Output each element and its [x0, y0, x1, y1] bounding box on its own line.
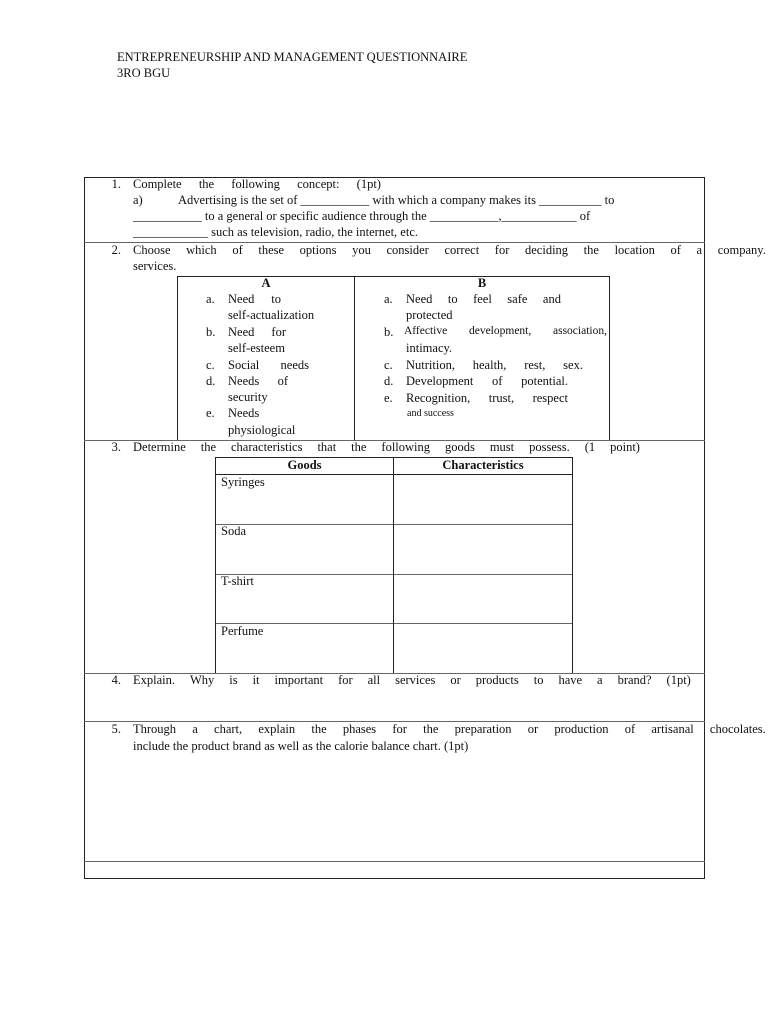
prompt-word: of: [624, 722, 636, 736]
question-4-prompt: [133, 673, 691, 688]
document-title: ENTREPRENEURSHIP AND MANAGEMENT QUESTIONNAIRE: [117, 50, 468, 64]
prompt-word: Determine: [133, 440, 186, 454]
option-word: Needs: [228, 374, 260, 388]
prompt-word: preparation: [454, 722, 512, 736]
option-b-c-line1: [406, 358, 583, 373]
prompt-word: location: [614, 243, 655, 257]
option-b-b-line1: [404, 325, 607, 337]
fill-in-line-1: Advertising is the set of ___________ with which a company makes its __________ to: [178, 193, 615, 207]
option-word: feel: [473, 292, 492, 306]
option-word: safe: [507, 292, 528, 306]
prompt-word: or: [527, 722, 539, 736]
sub-item-letter: a): [133, 193, 143, 207]
frame-left-border: [84, 177, 85, 879]
option-letter: d.: [384, 374, 394, 388]
goods-cell: T-shirt: [221, 574, 254, 588]
prompt-word: consider: [386, 243, 429, 257]
prompt-word: to: [533, 673, 544, 687]
prompt-word: deciding: [525, 243, 569, 257]
row-divider-5: [84, 861, 705, 862]
prompt-word: (1: [584, 440, 596, 454]
option-b-d-line1: [406, 374, 568, 389]
option-a-d-line1: [228, 374, 288, 389]
option-word: Need: [228, 292, 255, 306]
prompt-word: (1pt): [356, 177, 381, 191]
option-letter: a.: [206, 292, 215, 306]
option-word: Social: [228, 358, 260, 372]
characteristics-cell[interactable]: [394, 525, 572, 574]
prompt-word: all: [367, 673, 381, 687]
prompt-word: important: [274, 673, 324, 687]
prompt-word: brand?: [617, 673, 652, 687]
option-a-a-line2: self-actualization: [228, 308, 315, 322]
prompt-word: or: [450, 673, 461, 687]
option-letter: e.: [206, 406, 215, 420]
prompt-word: following: [381, 440, 431, 454]
prompt-word: is: [229, 673, 238, 687]
prompt-word: must: [489, 440, 515, 454]
option-word: to: [271, 292, 281, 306]
prompt-word: concept:: [297, 177, 340, 191]
prompt-word: explain: [258, 722, 296, 736]
option-letter: b.: [384, 325, 394, 339]
option-word: respect: [532, 391, 568, 405]
option-letter: b.: [206, 325, 216, 339]
question-number: 4.: [111, 673, 121, 687]
option-word: Need: [228, 325, 255, 339]
option-a-e-line1: Needs: [228, 406, 260, 420]
prompt-word: a: [192, 722, 198, 736]
question-number: 3.: [111, 440, 121, 454]
option-a-e-line2: physiological: [228, 423, 296, 437]
document-subtitle: 3RO BGU: [117, 66, 171, 80]
option-word: of: [277, 374, 288, 388]
frame-bottom-border: [84, 878, 705, 879]
option-word: to: [447, 292, 458, 306]
option-a-b-line1: [228, 325, 286, 340]
option-letter: d.: [206, 374, 216, 388]
answer-area[interactable]: [133, 690, 693, 720]
option-word: trust,: [488, 391, 515, 405]
prompt-word: which: [186, 243, 217, 257]
prompt-word: Explain.: [133, 673, 176, 687]
characteristics-cell[interactable]: [394, 624, 572, 673]
prompt-word: of: [670, 243, 681, 257]
prompt-word: chocolates.: [709, 722, 766, 736]
option-word: potential.: [521, 374, 568, 388]
option-letter: c.: [206, 358, 215, 372]
option-letter: a.: [384, 292, 393, 306]
option-word: of: [492, 374, 503, 388]
prompt-word: chart,: [214, 722, 243, 736]
option-b-e-line2: and success: [407, 408, 454, 419]
fill-in-line-2: ___________ to a general or specific audience through the ___________,____________ of: [133, 209, 591, 223]
prompt-word: services: [395, 673, 436, 687]
characteristics-cell[interactable]: [394, 575, 572, 623]
option-a-d-line2: security: [228, 390, 268, 404]
goods-cell: Syringes: [221, 475, 265, 489]
prompt-word: Why: [189, 673, 215, 687]
prompt-word: these: [258, 243, 285, 257]
prompt-word: the: [423, 722, 439, 736]
question-2-prompt: [133, 243, 766, 258]
prompt-word: (1pt): [666, 673, 691, 687]
option-word: Development: [406, 374, 474, 388]
prompt-word: the: [351, 440, 367, 454]
options-table-left: [177, 276, 178, 440]
option-word: and: [542, 292, 561, 306]
prompt-word: of: [232, 243, 243, 257]
prompt-word: products: [475, 673, 519, 687]
option-word: Affective: [404, 325, 448, 337]
prompt-word: company.: [717, 243, 766, 257]
prompt-continuation: include the product brand as well as the calorie balance chart. (1pt): [133, 739, 469, 753]
option-word: association,: [553, 325, 607, 337]
prompt-word: for: [494, 243, 510, 257]
option-word: Need: [406, 292, 433, 306]
prompt-word: Complete: [133, 177, 182, 191]
prompt-word: the: [198, 177, 215, 191]
characteristics-column-header: Characteristics: [442, 458, 524, 472]
column-b-header: B: [477, 276, 487, 290]
column-a-header: A: [261, 276, 271, 290]
prompt-word: point): [610, 440, 640, 454]
option-a-b-line2: self-esteem: [228, 341, 285, 355]
option-letter: e.: [384, 391, 393, 405]
option-letter: c.: [384, 358, 393, 372]
goods-table-right: [572, 457, 573, 673]
option-word: health,: [472, 358, 507, 372]
prompt-word: a: [696, 243, 703, 257]
option-b-a-line2: protected: [406, 308, 453, 322]
question-5-prompt: [133, 722, 766, 737]
prompt-word: following: [231, 177, 280, 191]
prompt-word: the: [583, 243, 599, 257]
document-header: [117, 49, 467, 81]
prompt-word: that: [317, 440, 337, 454]
option-a-c-line1: [228, 358, 309, 373]
question-1-prompt: [133, 177, 381, 192]
prompt-word: production: [554, 722, 609, 736]
options-table-divider: [354, 276, 355, 440]
prompt-word: the: [311, 722, 327, 736]
prompt-word: for: [338, 673, 353, 687]
option-b-b-line2: intimacy.: [406, 341, 453, 355]
option-word: for: [271, 325, 286, 339]
prompt-word: Through: [133, 722, 177, 736]
prompt-word: the: [200, 440, 217, 454]
option-word: development,: [468, 325, 532, 337]
prompt-word: correct: [444, 243, 480, 257]
question-number: 1.: [111, 177, 121, 191]
option-word: sex.: [563, 358, 583, 372]
question-number: 2.: [111, 243, 121, 257]
option-word: Nutrition,: [406, 358, 455, 372]
prompt-word: for: [392, 722, 407, 736]
option-word: rest,: [524, 358, 546, 372]
question-number: 5.: [111, 722, 121, 736]
prompt-word: goods: [444, 440, 475, 454]
prompt-word: artisanal: [651, 722, 694, 736]
option-b-a-line1: [406, 292, 561, 307]
prompt-word: characteristics: [230, 440, 303, 454]
prompt-word: phases: [342, 722, 377, 736]
prompt-word: you: [352, 243, 371, 257]
goods-column-header: Goods: [287, 458, 322, 472]
answer-area[interactable]: [133, 758, 693, 858]
frame-right-border: [704, 177, 705, 879]
question-3-prompt: [133, 440, 640, 455]
prompt-word: have: [558, 673, 583, 687]
goods-cell: Soda: [221, 524, 246, 538]
prompt-word: a: [597, 673, 603, 687]
characteristics-cell[interactable]: [394, 475, 572, 524]
prompt-word: options: [299, 243, 337, 257]
prompt-continuation: services.: [133, 259, 177, 273]
goods-cell: Perfume: [221, 624, 264, 638]
option-a-a-line1: [228, 292, 281, 307]
options-table-right: [609, 276, 610, 440]
prompt-word: possess.: [529, 440, 570, 454]
prompt-word: Choose: [133, 243, 171, 257]
option-b-e-line1: [406, 391, 568, 406]
goods-table-left: [215, 457, 216, 673]
fill-in-line-3: ____________ such as television, radio, the internet, etc.: [133, 225, 419, 239]
option-word: Recognition,: [406, 391, 471, 405]
option-word: needs: [280, 358, 309, 372]
prompt-word: it: [252, 673, 260, 687]
